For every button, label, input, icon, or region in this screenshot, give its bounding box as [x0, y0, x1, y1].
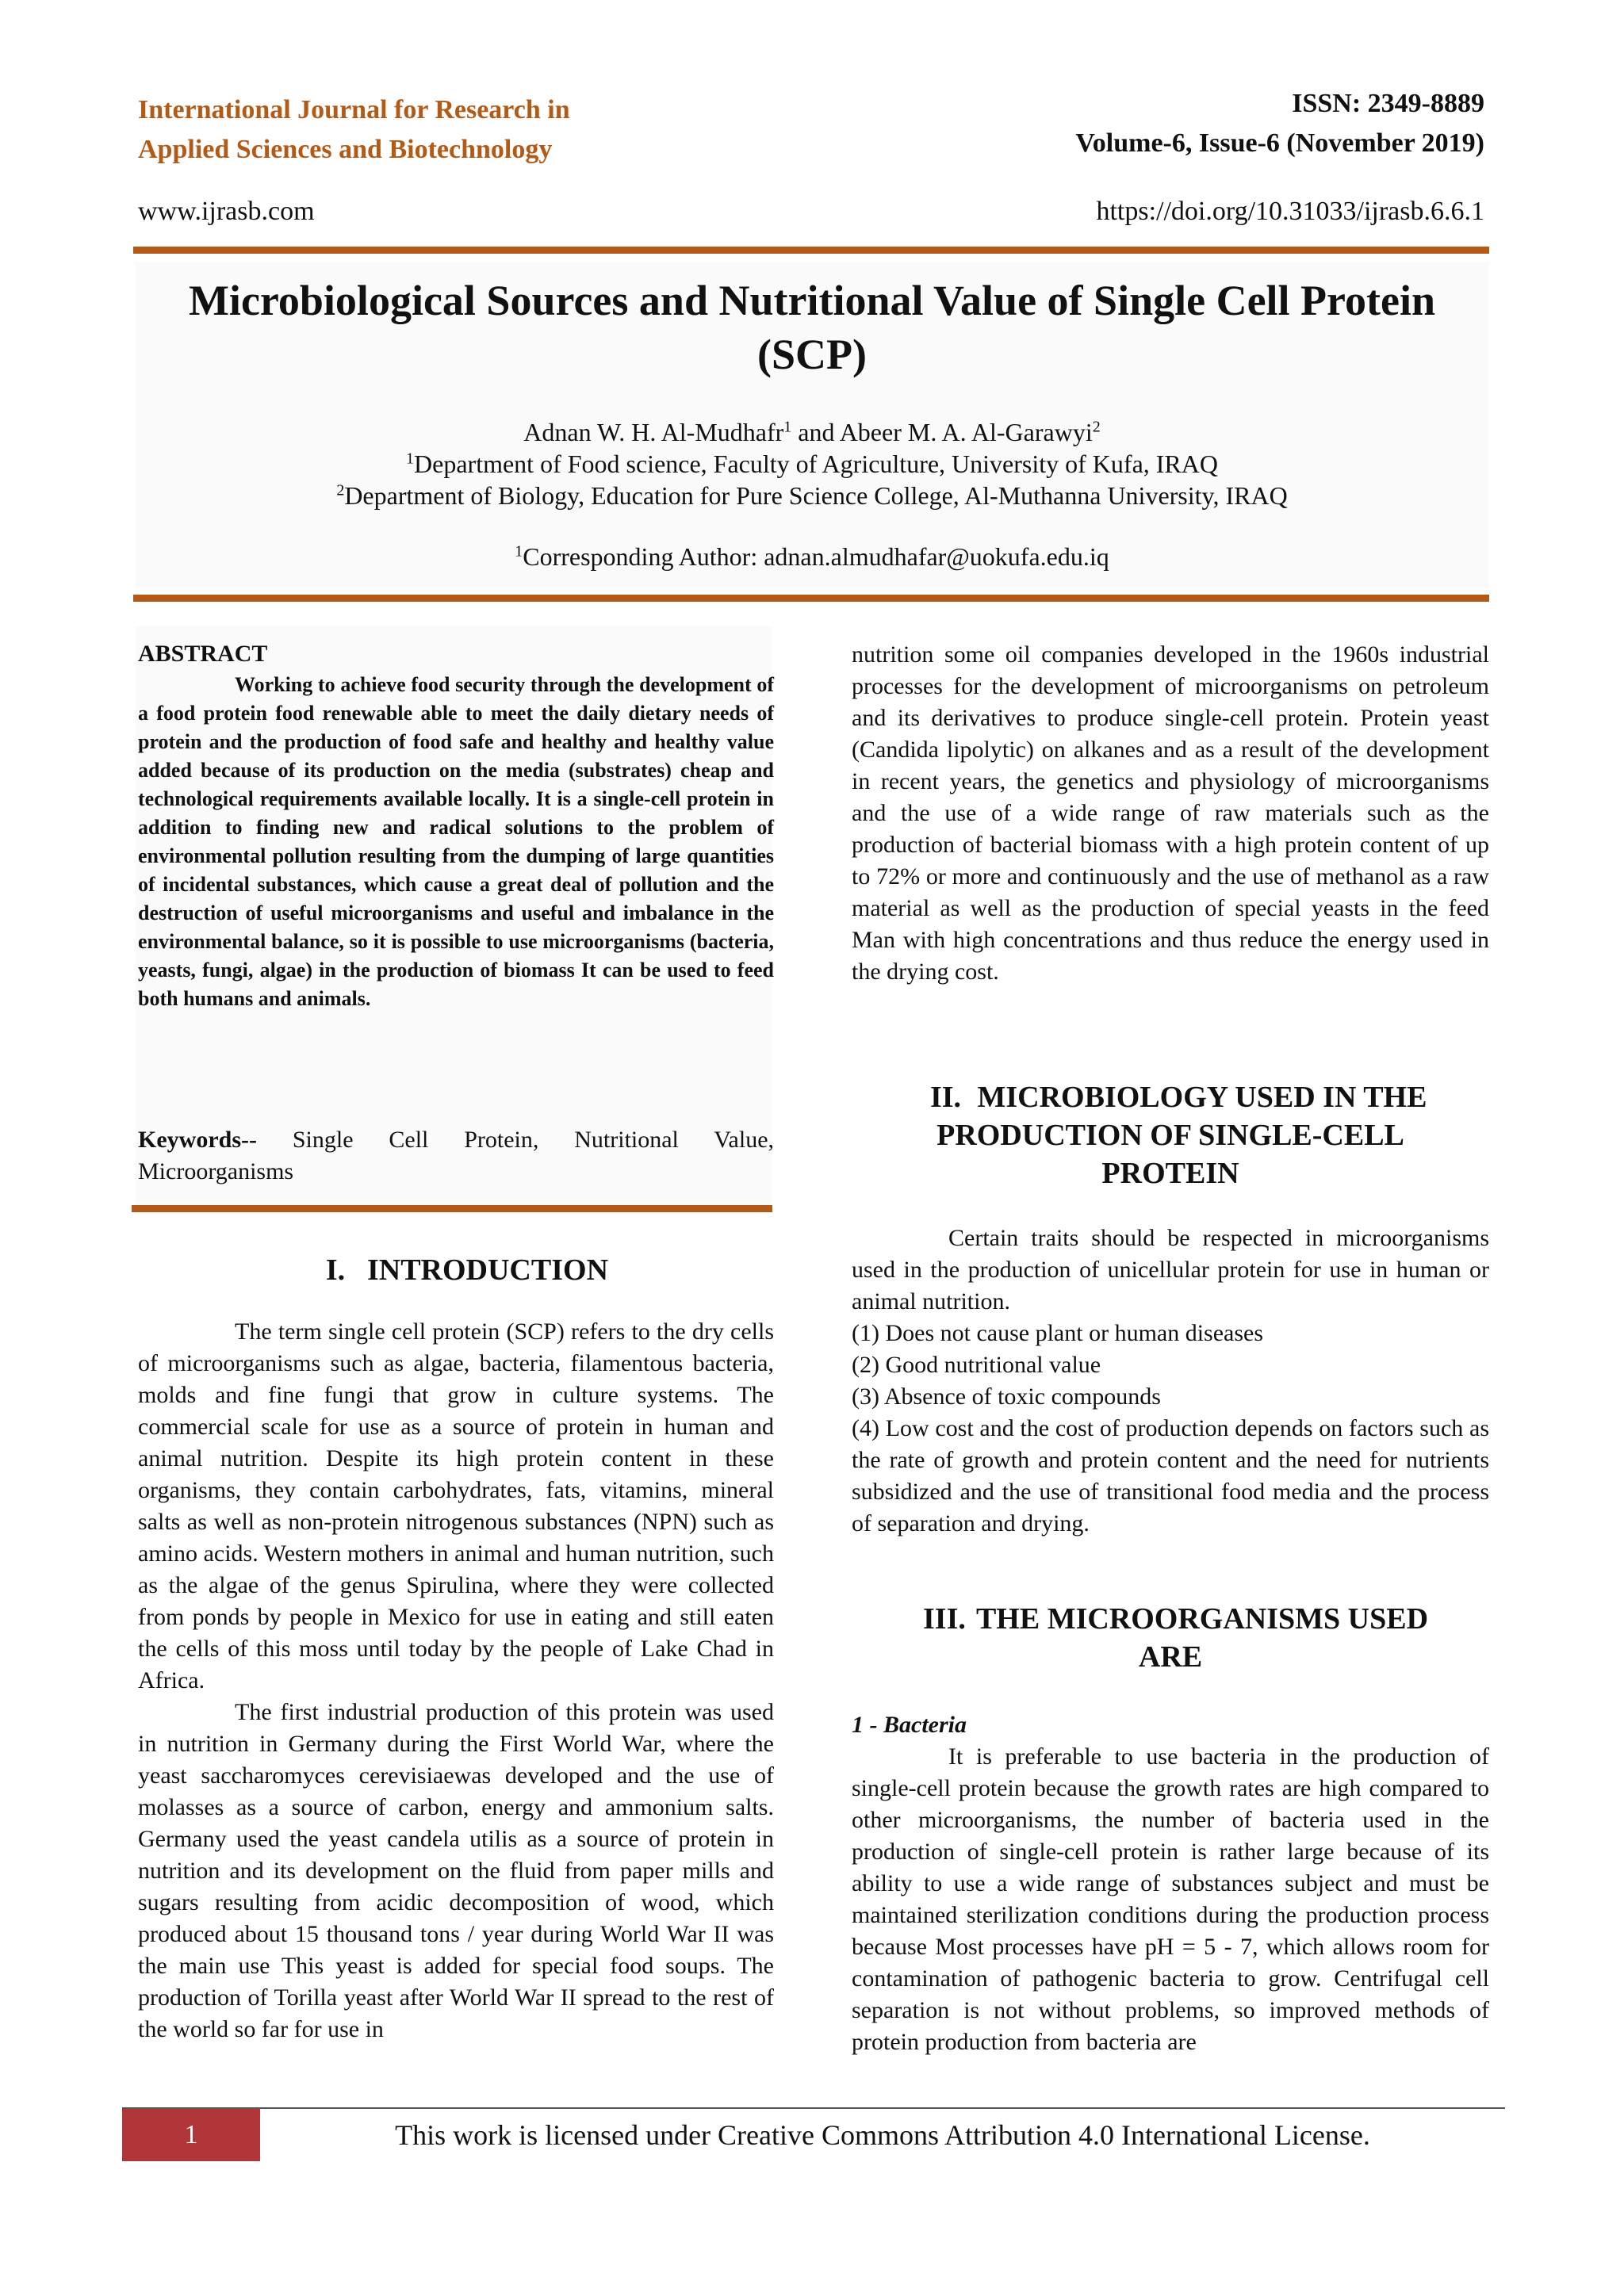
author-1: Adnan W. H. Al-Mudhafr: [523, 418, 784, 446]
section-2-title-1: MICROBIOLOGY USED IN THE: [977, 1081, 1427, 1114]
keywords: [138, 1124, 774, 1188]
license-notice[interactable]: This work is licensed under Creative Commons Attribution 4.0 International License.: [395, 2119, 1370, 2151]
section-3-body: [852, 1709, 1489, 2058]
list-item: (1) Does not cause plant or human diseases: [852, 1320, 1264, 1346]
title-line1: Microbiological Sources and Nutritional Value of Single Cell Protein: [188, 277, 1436, 324]
author-block: [135, 416, 1489, 511]
intro-paragraph-2: The first industrial production of this protein was used in nutrition in Germany during the First World War, where the yeast saccharomyces cerevisiaewas developed and the use of molasses as a source of carbon, energy and ammonium salts. Germany used the yeast candela utilis as a source of protein in nutrition and its development on the fluid from paper mills and sugars resulting from acidic decomposition of wood, which produced about 15 thousand tons / year during World War II was the main use This yeast is added for special food soups. The production of Torilla yeast after World War II spread to the rest of the world so far for use in: [138, 1699, 774, 2042]
introduction-body: [138, 1316, 774, 2045]
author-2-sup: 2: [1092, 418, 1101, 436]
keywords-label: Keywords--: [138, 1127, 257, 1153]
section-number: I.: [325, 1253, 346, 1287]
intro-paragraph-continued: nutrition some oil companies developed in the 1960s industrial processes for the development of microorganisms on petroleum and its derivatives to produce single-cell protein. Protein yeast (Candida lipolytic) on alkanes and as a result of the development in recent years, the genetics and physiology of microorganisms and the use of a wide range of raw materials such as the production of bacterial biomass with a high protein content of up to 72% or more and continuously and the use of methanol as a raw material as well as the production of special yeasts in the feed Man with high concentrations and thus reduce the energy used in the drying cost.: [852, 641, 1489, 985]
corr-sup: 1: [515, 542, 523, 561]
footer-divider: [122, 2107, 1505, 2109]
corresponding-author: [135, 541, 1489, 572]
journal-website[interactable]: www.ijrasb.com: [138, 197, 315, 226]
list-item: (4) Low cost and the cost of production depends on factors such as the rate of growth and protein content and the need for nutrients subsidized and the use of transitional food media and the process of separation and drying.: [852, 1415, 1489, 1536]
list-item: (2) Good nutritional value: [852, 1352, 1101, 1378]
section-number: II.: [929, 1081, 962, 1114]
section-2-title-3: PROTEIN: [1101, 1157, 1239, 1190]
author-line: [135, 416, 1489, 448]
section-2-body: [852, 1223, 1489, 1540]
section-heading-microbiology: [852, 1078, 1489, 1192]
author-1-sup: 1: [783, 418, 792, 436]
affiliation-1-text: Department of Food science, Faculty of Agriculture, University of Kufa, IRAQ: [414, 450, 1218, 478]
intro-paragraph-1: The term single cell protein (SCP) refers to the dry cells of microorganisms such as algae, bacteria, filamentous bacteria, molds and fine fungi that grow in culture systems. The commercial scale for use as a source of protein in human and animal nutrition. Despite its high protein content in these organisms, they contain carbohydrates, fats, vitamins, mineral salts as well as non-protein nitrogenous substances (NPN) such as amino acids. Western mothers in animal and human nutrition, such as the algae of the genus Spirulina, where they were collected from ponds by people in Mexico for use in eating and still eaten the cells of this moss until today by the people of Lake Chad in Africa.: [138, 1318, 774, 1693]
section-heading-introduction: [138, 1251, 774, 1289]
affiliation-2: [135, 480, 1489, 511]
affiliation-1: [135, 448, 1489, 480]
section-2-paragraph: Certain traits should be respected in microorganisms used in the production of unicellular protein for use in human or animal nutrition.: [852, 1225, 1489, 1314]
section-2-title-2: PRODUCTION OF SINGLE-CELL: [936, 1119, 1404, 1152]
page-number: 1: [184, 2120, 198, 2149]
journal-name-line2: Applied Sciences and Biotechnology: [138, 135, 553, 164]
section-3-title-2: ARE: [1138, 1640, 1203, 1674]
section-heading-microorganisms: [852, 1600, 1489, 1676]
author-2: Abeer M. A. Al-Garawyi: [839, 418, 1093, 446]
title-divider: [133, 595, 1489, 602]
header-divider: [133, 247, 1489, 254]
affiliation-2-text: Department of Biology, Education for Pure Science College, Al-Muthanna University, IRAQ: [344, 481, 1288, 510]
keywords-text: Single Cell Protein, Nutritional Value, Microorganisms: [138, 1127, 775, 1184]
title-line2: (SCP): [757, 331, 867, 378]
abstract-divider: [132, 1205, 772, 1212]
issn: ISSN: 2349-8889: [1292, 89, 1484, 118]
affiliation-2-sup: 2: [336, 481, 345, 499]
section-number: III.: [923, 1602, 966, 1636]
abstract-heading: ABSTRACT: [138, 641, 268, 667]
abstract-body: Working to achieve food security through the development of a food protein food renewable able to meet the daily dietary needs of protein and the production of food safe and healthy and healthy value added because of its production on the media (substrates) cheap and technological requirements available locally. It is a single-cell protein in addition to finding new and radical solutions to the problem of environmental pollution resulting from the dumping of large quantities of incidental substances, which cause a great deal of pollution and the destruction of useful microorganisms and useful and imbalance in the environmental balance, so it is possible to use microorganisms (bacteria, yeasts, fungi, algae) in the production of biomass It can be used to feed both humans and animals.: [138, 673, 774, 1010]
section-title: INTRODUCTION: [366, 1253, 609, 1287]
corr-text: Corresponding Author: adnan.almudhafar@uokufa.edu.iq: [523, 542, 1109, 571]
volume-issue: Volume-6, Issue-6 (November 2019): [1075, 128, 1484, 158]
section-3-line1: [852, 1600, 1489, 1638]
section-3-title-1: THE MICROORGANISMS USED: [975, 1602, 1429, 1636]
author-and: and: [798, 418, 835, 446]
bacteria-paragraph: It is preferable to use bacteria in the production of single-cell protein because the growth rates are high compared to other microorganisms, the number of bacteria used in the production of single-cell protein is rather large because of its ability to use a wide range of substances subject and must be maintained sterilization conditions during the production process because Most processes have pH = 5 - 7, which allows room for contamination of pathogenic bacteria to grow. Centrifugal cell separation is not without problems, so improved methods of protein production from bacteria are: [852, 1743, 1489, 2055]
list-item: (3) Absence of toxic compounds: [852, 1383, 1161, 1410]
journal-name: [138, 90, 570, 170]
journal-name-line1: International Journal for Research in: [138, 95, 570, 124]
article-title: [135, 274, 1489, 381]
section-2-line1: [852, 1078, 1489, 1116]
issn-block: [1075, 84, 1484, 163]
affiliation-1-sup: 1: [406, 450, 415, 468]
doi-link[interactable]: https://doi.org/10.31033/ijrasb.6.6.1: [1096, 197, 1484, 226]
subheading-bacteria: 1 - Bacteria: [852, 1712, 967, 1738]
